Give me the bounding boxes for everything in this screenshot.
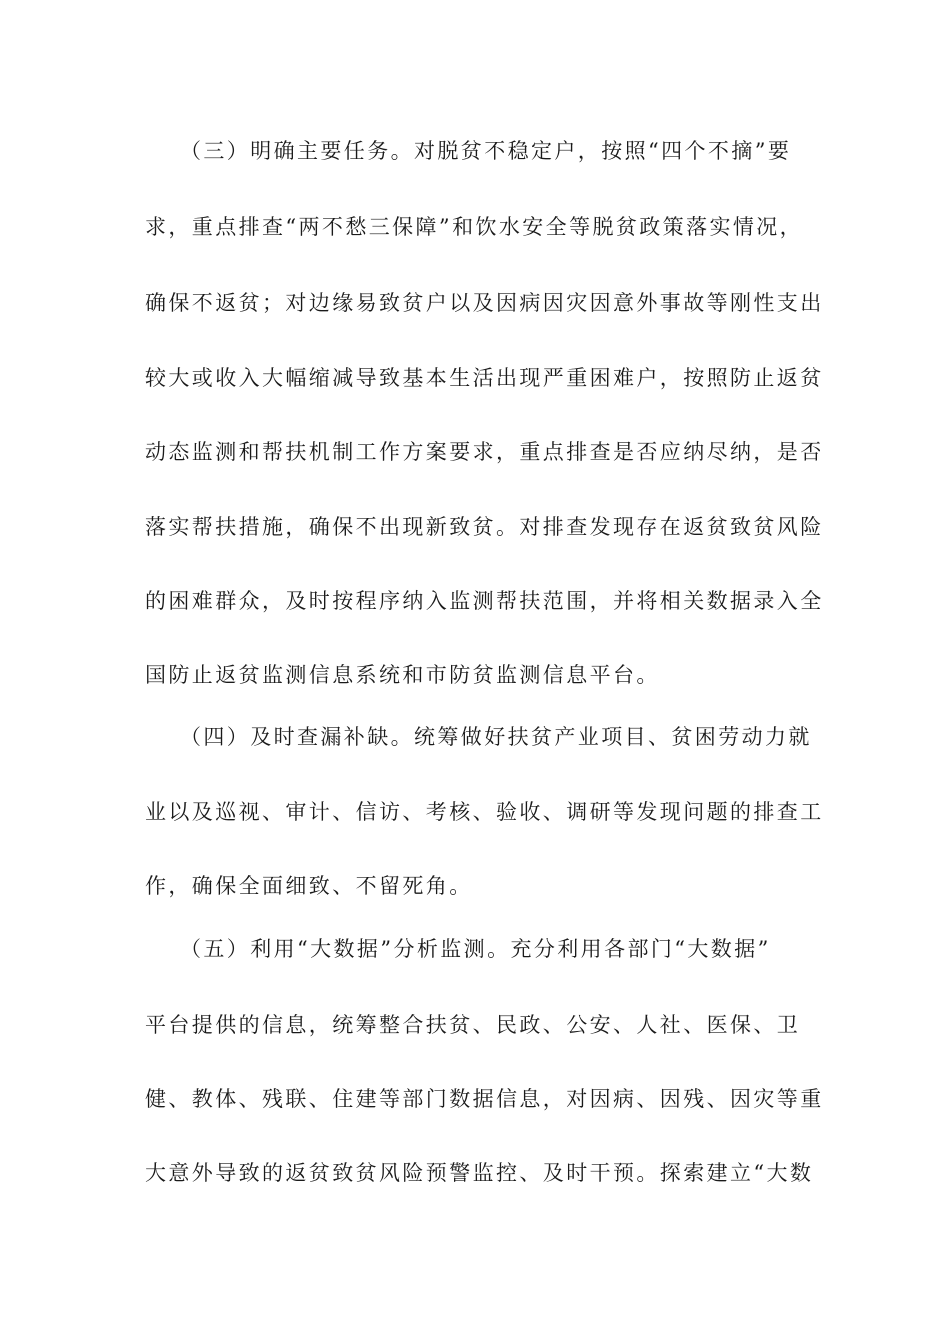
paragraph-3-line-4: 较大或收入大幅缩减导致基本生活出现严重困难户，按照防止返贫 [145,366,824,390]
paragraph-3-line-3: 确保不返贫；对边缘易致贫户以及因病因灾因意外事故等刚性支出 [145,291,824,315]
paragraph-3-line-6: 落实帮扶措施，确保不出现新致贫。对排查发现存在返贫致贫风险 [145,515,824,539]
paragraph-5-line-2: 平台提供的信息，统筹整合扶贫、民政、公安、人社、医保、卫 [145,1013,801,1037]
paragraph-3-line-2: 求，重点排查“两不愁三保障”和饮水安全等脱贫政策落实情况， [145,215,804,239]
paragraph-3-line-5: 动态监测和帮扶机制工作方案要求，重点排查是否应纳尽纳，是否 [145,440,824,464]
paragraph-4-line-3: 作，确保全面细致、不留死角。 [145,874,473,898]
paragraph-5-line-3: 健、教体、残联、住建等部门数据信息，对因病、因残、因灾等重 [145,1087,824,1111]
paragraph-5-line-4: 大意外导致的返贫致贫风险预警监控、及时干预。探索建立“大数 [145,1161,814,1185]
paragraph-4-line-2: 业以及巡视、审计、信访、考核、验收、调研等发现问题的排查工 [145,800,824,824]
paragraph-3-line-7: 的困难群众，及时按程序纳入监测帮扶范围，并将相关数据录入全 [145,589,824,613]
paragraph-3-line-1: （三）明确主要任务。对脱贫不稳定户，按照“四个不摘”要 [180,139,792,163]
paragraph-3-line-8: 国防止返贫监测信息系统和市防贫监测信息平台。 [145,663,660,687]
paragraph-5-line-1: （五）利用“大数据”分析监测。充分利用各部门“大数据” [180,937,771,961]
paragraph-4-line-1: （四）及时查漏补缺。统筹做好扶贫产业项目、贫困劳动力就 [180,725,812,749]
